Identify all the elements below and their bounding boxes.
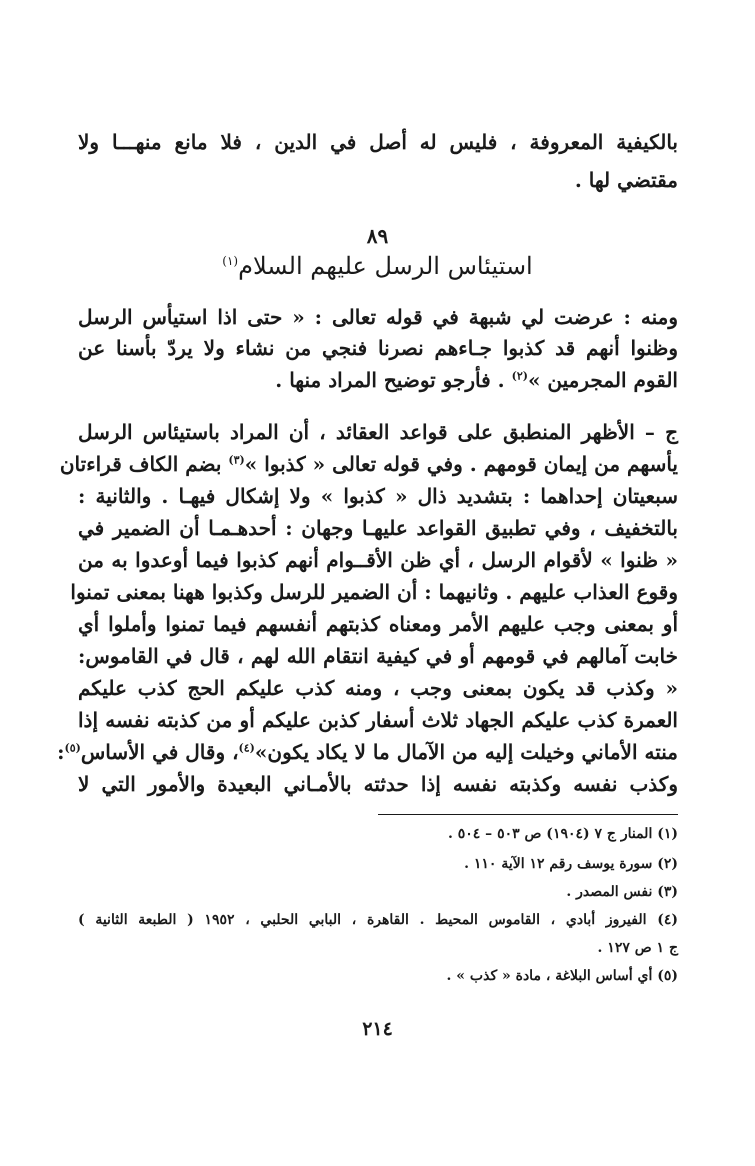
answer-line-9: « وكذب قد يكون بمعنى وجب ، ومنه كذب عليكم الحج كذب عليكم bbox=[78, 676, 678, 700]
section-title bbox=[0, 252, 755, 280]
intro-line-1: بالكيفية المعروفة ، فليس له أصل في الدين ، فلا مانع منهـــا ولا bbox=[78, 130, 678, 154]
answer-line-5: « ظنوا » لأقوام الرسل ، أي ظن الأقــوام أنهم كذبوا فيما أوعدوا به من bbox=[78, 548, 678, 572]
footnote-1: (١) المنار ج ٧ (١٩٠٤) ص ٥٠٣ – ٥٠٤ . bbox=[448, 826, 678, 842]
answer-line-10: العمرة كذب عليكم الجهاد ثلاث أسفار كذبن عليكم أو من كذبته نفسه إذا bbox=[78, 708, 678, 732]
answer-text-a: يأسهم من إيمان قومهم . وفي قوله تعالى « كذبوا » bbox=[244, 452, 678, 476]
answer-line-7: أو بمعنى وجب عليهم الأمر ومعناه كذبتهم أنفسهم فيما تمنوا وأملوا أي bbox=[78, 612, 678, 636]
question-text-b: . فأرجو توضيح المراد منها . bbox=[275, 368, 505, 392]
question-line-3 bbox=[78, 368, 678, 392]
question-text-a: القوم المجرمين » bbox=[527, 368, 678, 392]
page-number: ٢١٤ bbox=[362, 1018, 393, 1040]
section-title-text: استيئاس الرسل عليهم السلام bbox=[238, 252, 533, 280]
answer-text-e: : bbox=[57, 740, 65, 764]
answer-line-3: سبعيتان إحداهما : بتشديد ذال « كذبوا » ولا إشكال فيهـا . والثانية : bbox=[78, 484, 678, 508]
answer-text-d: ، وقال في الأساس bbox=[80, 740, 239, 764]
footnote-ref: (٣) bbox=[228, 453, 245, 467]
answer-line-12: وكذب نفسه وكذبته نفسه إذا حدثته بالأمـاني البعيدة والأمور التي لا bbox=[78, 772, 678, 796]
answer-line-4: بالتخفيف ، وفي تطبيق القواعد عليهـا وجهان : أحدهـمـا أن الضمير في bbox=[78, 516, 678, 540]
footnote-ref: (٥) bbox=[64, 741, 81, 755]
answer-line-1: ج – الأظهر المنطبق على قواعد العقائد ، أن المراد باستيئاس الرسل bbox=[78, 420, 678, 444]
footnote-4-cont: ج ١ ص ١٢٧ . bbox=[597, 940, 678, 956]
footnote-2: (٢) سورة يوسف رقم ١٢ الآية ١١٠ . bbox=[464, 856, 678, 872]
footnote-divider bbox=[378, 814, 678, 815]
footnote-3: (٣) نفس المصدر . bbox=[566, 884, 678, 900]
answer-text-c: منته الأماني وخيلت إليه من الآمال ما لا يكاد يكون» bbox=[254, 740, 678, 764]
question-line-2: وظنوا أنهم قد كذبوا جـاءهم نصرنا فنجي من نشاء ولا يردّ بأسنا عن bbox=[78, 336, 678, 360]
intro-line-2: مقتضي لها . bbox=[574, 168, 678, 192]
section-number: ٨٩ bbox=[366, 224, 389, 248]
footnote-5: (٥) أي أساس البلاغة ، مادة « كذب » . bbox=[446, 968, 678, 984]
question-line-1: ومنه : عرضت لي شبهة في قوله تعالى : « حتى اذا استيأس الرسل bbox=[78, 305, 678, 329]
answer-line-6: وقوع العذاب عليهم . وثانيهما : أن الضمير للرسل وكذبوا ههنا بمعنى تمنوا bbox=[70, 580, 678, 604]
answer-line-8: خابت آمالهم في قومهم أو في كيفية انتقام الله لهم ، قال في القاموس: bbox=[78, 644, 678, 668]
footnote-ref: (١) bbox=[222, 254, 239, 268]
answer-text-b: بضم الكاف قراءتان bbox=[59, 452, 222, 476]
footnote-ref: (٢) bbox=[511, 369, 528, 383]
answer-line-2 bbox=[59, 452, 678, 476]
footnote-ref: (٤) bbox=[238, 741, 255, 755]
answer-line-11 bbox=[57, 740, 678, 764]
footnote-4: (٤) الفيروز أبادي ، القاموس المحيط . القاهرة ، البابي الحلبي ، ١٩٥٢ ( الطبعة الثانية ) bbox=[78, 912, 678, 928]
